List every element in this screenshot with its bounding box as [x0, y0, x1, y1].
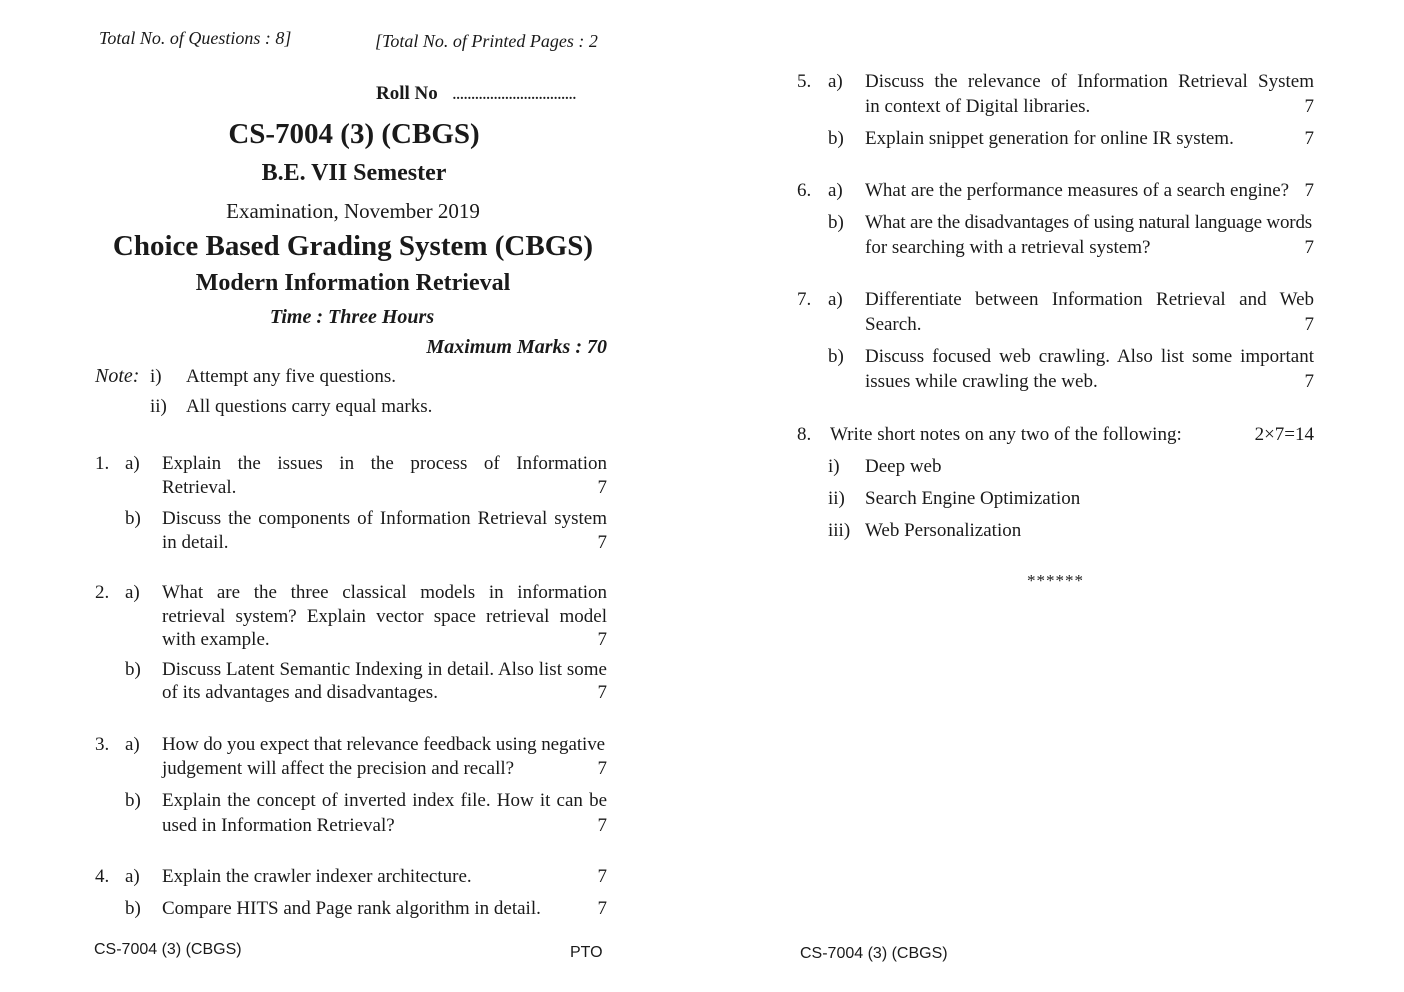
part-label: b) [125, 659, 141, 680]
question-number: 8. [797, 424, 812, 445]
question-marks: 7 [597, 682, 607, 703]
question-text: Discuss the relevance of Information Retrieval System [865, 71, 1314, 92]
question-text: Deep web [865, 456, 942, 477]
printed-pages: [Total No. of Printed Pages : 2 [375, 31, 598, 51]
question-number: 2. [95, 582, 110, 603]
question-marks: 7 [1304, 128, 1314, 149]
question-text: judgement will affect the precision and recall? [162, 758, 515, 779]
grading-system: Choice Based Grading System (CBGS) [112, 230, 594, 262]
time-allowed: Time : Three Hours [269, 306, 435, 328]
note-text: Attempt any five questions. [186, 366, 397, 387]
question-number: 6. [797, 180, 812, 201]
question-text: Explain the concept of inverted index file. How it can be [162, 790, 607, 811]
end-mark: ****** [1027, 571, 1084, 590]
question-marks: 7 [1304, 237, 1314, 258]
part-label: a) [125, 866, 140, 887]
question-text: Discuss focused web crawling. Also list some important [865, 346, 1314, 367]
question-number: 5. [797, 71, 812, 92]
question-text: of its advantages and disadvantages. [162, 682, 438, 703]
question-text: issues while crawling the web. [865, 371, 1098, 392]
question-text: in context of Digital libraries. [865, 96, 1091, 117]
question-marks: 7 [597, 898, 607, 919]
question-marks: 7 [597, 815, 607, 836]
question-text: with example. [162, 629, 270, 650]
question-text: Web Personalization [865, 520, 1022, 541]
roll-no-label: Roll No [376, 83, 438, 104]
question-text: Compare HITS and Page rank algorithm in detail. [162, 898, 541, 919]
question-text: Differentiate between Information Retrieval and Web [865, 289, 1314, 310]
semester: B.E. VII Semester [261, 160, 447, 186]
part-label: b) [125, 508, 141, 529]
question-text: How do you expect that relevance feedback using negative [162, 734, 605, 755]
question-marks: 7 [597, 477, 607, 498]
question-marks: 7 [597, 758, 607, 779]
question-text: retrieval system? Explain vector space retrieval model [162, 606, 607, 627]
question-text: Search. [865, 314, 922, 335]
question-text: in detail. [162, 532, 229, 553]
question-text: Discuss the components of Information Retrieval system [162, 508, 607, 529]
question-marks: 7 [597, 629, 607, 650]
question-text: What are the performance measures of a search engine? [865, 180, 1290, 201]
question-marks: 7 [1304, 96, 1314, 117]
question-text: for searching with a retrieval system? [865, 237, 1151, 258]
subject-title: Modern Information Retrieval [195, 270, 511, 296]
part-label: b) [828, 128, 844, 149]
footer-code: CS-7004 (3) (CBGS) [800, 945, 948, 962]
note-num: ii) [150, 396, 167, 417]
question-text: What are the disadvantages of using natural language words [865, 212, 1312, 233]
question-text: Explain the issues in the process of Information [162, 453, 607, 474]
part-label: a) [828, 180, 843, 201]
question-marks: 7 [1304, 180, 1314, 201]
note-num: i) [150, 366, 162, 387]
part-label: a) [125, 453, 140, 474]
note-text: All questions carry equal marks. [186, 396, 433, 417]
part-label: a) [125, 582, 140, 603]
total-questions: Total No. of Questions : 8] [99, 28, 292, 48]
part-label: b) [828, 212, 844, 233]
question-text: Discuss Latent Semantic Indexing in detail. Also list some [162, 659, 607, 680]
part-label: b) [125, 790, 141, 811]
part-label: a) [828, 289, 843, 310]
question-text: Retrieval. [162, 477, 237, 498]
note-label: Note: [95, 365, 140, 387]
question-marks: 7 [597, 532, 607, 553]
course-code: CS-7004 (3) (CBGS) [228, 118, 480, 150]
question-text: used in Information Retrieval? [162, 815, 395, 836]
footer-code: CS-7004 (3) (CBGS) [94, 941, 242, 958]
question-marks: 7 [1304, 314, 1314, 335]
question-number: 1. [95, 453, 110, 474]
part-label: b) [125, 898, 141, 919]
question-marks: 7 [597, 866, 607, 887]
part-label: a) [828, 71, 843, 92]
question-marks: 7 [1304, 371, 1314, 392]
question-text: Write short notes on any two of the following: [830, 424, 1182, 445]
footer-pto: PTO [570, 944, 603, 961]
question-number: 7. [797, 289, 812, 310]
maximum-marks: Maximum Marks : 70 [426, 336, 607, 358]
exam-date: Examination, November 2019 [226, 199, 480, 223]
part-label: a) [125, 734, 140, 755]
part-label: i) [828, 456, 840, 477]
part-label: b) [828, 346, 844, 367]
question-marks: 2×7=14 [1254, 424, 1314, 445]
question-number: 4. [95, 866, 110, 887]
roll-no-blank: ................................. [452, 83, 576, 104]
question-number: 3. [95, 734, 110, 755]
question-text: Search Engine Optimization [865, 488, 1081, 509]
part-label: ii) [828, 488, 845, 509]
question-text: Explain snippet generation for online IR system. [865, 128, 1234, 149]
question-text: Explain the crawler indexer architecture. [162, 866, 472, 887]
part-label: iii) [828, 520, 851, 541]
question-text: What are the three classical models in information [162, 582, 607, 603]
